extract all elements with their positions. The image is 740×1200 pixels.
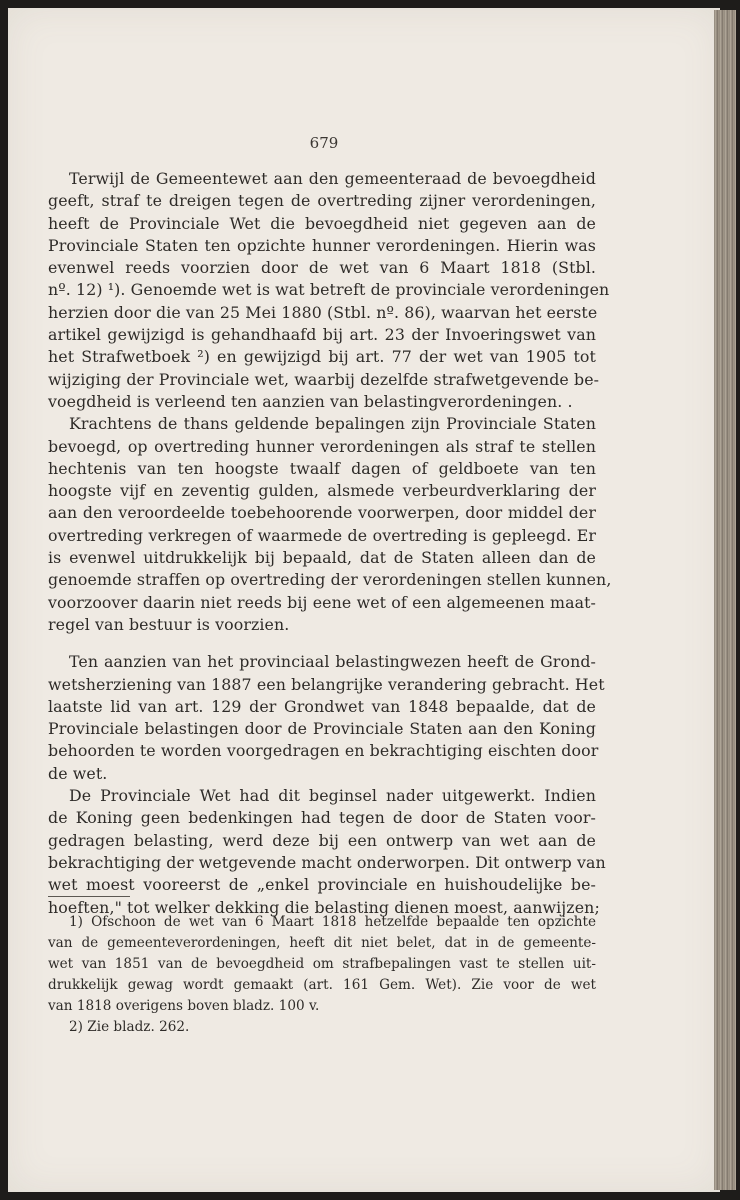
text-line: Provinciale belastingen door de Provinciale Staten aan den Koning [48, 719, 596, 739]
book-page [8, 8, 720, 1192]
paragraph-spacer [48, 636, 596, 651]
text-line: bevoegd, op overtreding hunner verordeningen als straf te stellen [48, 436, 596, 456]
text-line: nº. 12) ¹). Genoemde wet is wat betreft de provinciale verordeningen [48, 280, 610, 300]
text-line: behoorden te worden voorgedragen en bekrachtiging eischten door [48, 741, 599, 761]
text-line: regel van bestuur is voorzien. [48, 614, 290, 634]
footnotes [48, 912, 596, 1038]
text-line: evenwel reeds voorzien door de wet van 6 Maart 1818 (Stbl. [48, 258, 596, 278]
text-line: De Provinciale Wet had dit beginsel nader uitgewerkt. Indien [69, 786, 596, 806]
text-line: Krachtens de thans geldende bepalingen zijn Provinciale Staten [69, 414, 596, 434]
footnote-line: drukkelijk gewag wordt gemaakt (art. 161 Gem. Wet). Zie voor de wet [48, 977, 596, 993]
footnote-line: van 1818 overigens boven bladz. 100 v. [48, 998, 320, 1014]
text-line: de Koning geen bedenkingen had tegen de door de Staten voor- [48, 808, 596, 828]
text-line: bekrachtiging der wetgevende macht onderworpen. Dit ontwerp van [48, 852, 606, 872]
text-line: voorzoover daarin niet reeds bij eene wet of een algemeenen maat- [48, 592, 596, 612]
footnote-line: 1) Ofschoon de wet van 6 Maart 1818 hetzelfde bepaalde ten opzichte [69, 914, 596, 930]
footnote-line: 2) Zie bladz. 262. [69, 1019, 190, 1035]
text-line: Ten aanzien van het provinciaal belastingwezen heeft de Grond- [69, 652, 596, 672]
paragraph-4 [48, 785, 606, 919]
page-edge-stack [714, 10, 736, 1190]
text-line: genoemde straffen op overtreding der verordeningen stellen kunnen, [48, 570, 612, 590]
text-line: Provinciale Staten ten opzichte hunner verordeningen. Hierin was [48, 235, 596, 255]
footnote-line: wet van 1851 van de bevoegdheid om strafbepalingen vast te stellen uit- [48, 956, 596, 972]
text-line: hoeften," tot welker dekking die belasting dienen moest, aanwijzen; [48, 897, 600, 917]
text-line: is evenwel uitdrukkelijk bij bepaald, dat de Staten alleen dan de [48, 548, 596, 568]
body-text [48, 168, 612, 919]
footnote-1 [48, 912, 596, 1017]
footnote-line: van de gemeenteverordeningen, heeft dit niet belet, dat in de gemeente- [48, 935, 596, 951]
text-line: gedragen belasting, werd deze bij een ontwerp van wet aan de [48, 830, 596, 850]
text-line: aan den veroordeelde toebehoorende voorwerpen, door middel der [48, 503, 596, 523]
paragraph-3 [48, 651, 605, 785]
text-line: wijziging der Provinciale wet, waarbij dezelfde strafwetgevende be- [48, 369, 600, 389]
text-line: het Strafwetboek ²) en gewijzigd bij art. 77 der wet van 1905 tot [48, 347, 596, 367]
text-line: voegdheid is verleend ten aanzien van belastingverordeningen. . [48, 391, 573, 411]
text-line: hoogste vijf en zeventig gulden, alsmede verbeurdverklaring der [48, 481, 596, 501]
text-line: wet moest vooreerst de „enkel provinciale en huishoudelijke be- [48, 875, 596, 895]
text-line: Terwijl de Gemeentewet aan den gemeenteraad de bevoegdheid [69, 169, 596, 188]
paragraph-1 [48, 168, 610, 413]
text-line: herzien door die van 25 Mei 1880 (Stbl. nº. 86), waarvan het eerste [48, 302, 598, 322]
text-line: artikel gewijzigd is gehandhaafd bij art. 23 der Invoeringswet van [48, 325, 596, 345]
page-number: 679 [309, 134, 339, 152]
text-line: wetsherziening van 1887 een belangrijke verandering gebracht. Het [48, 674, 605, 694]
text-line: heeft de Provinciale Wet die bevoegdheid niet gegeven aan de [48, 213, 596, 233]
footnote-2 [48, 1017, 596, 1038]
paragraph-2 [48, 413, 612, 636]
text-line: geeft, straf te dreigen tegen de overtreding zijner verordeningen, [48, 191, 596, 211]
text-line: de wet. [48, 763, 108, 783]
text-line: laatste lid van art. 129 der Grondwet van 1848 bepaalde, dat de [48, 696, 596, 716]
footnote-divider [48, 896, 130, 897]
text-line: hechtenis van ten hoogste twaalf dagen of geldboete van ten [48, 458, 596, 478]
text-line: overtreding verkregen of waarmede de overtreding is gepleegd. Er [48, 525, 596, 545]
